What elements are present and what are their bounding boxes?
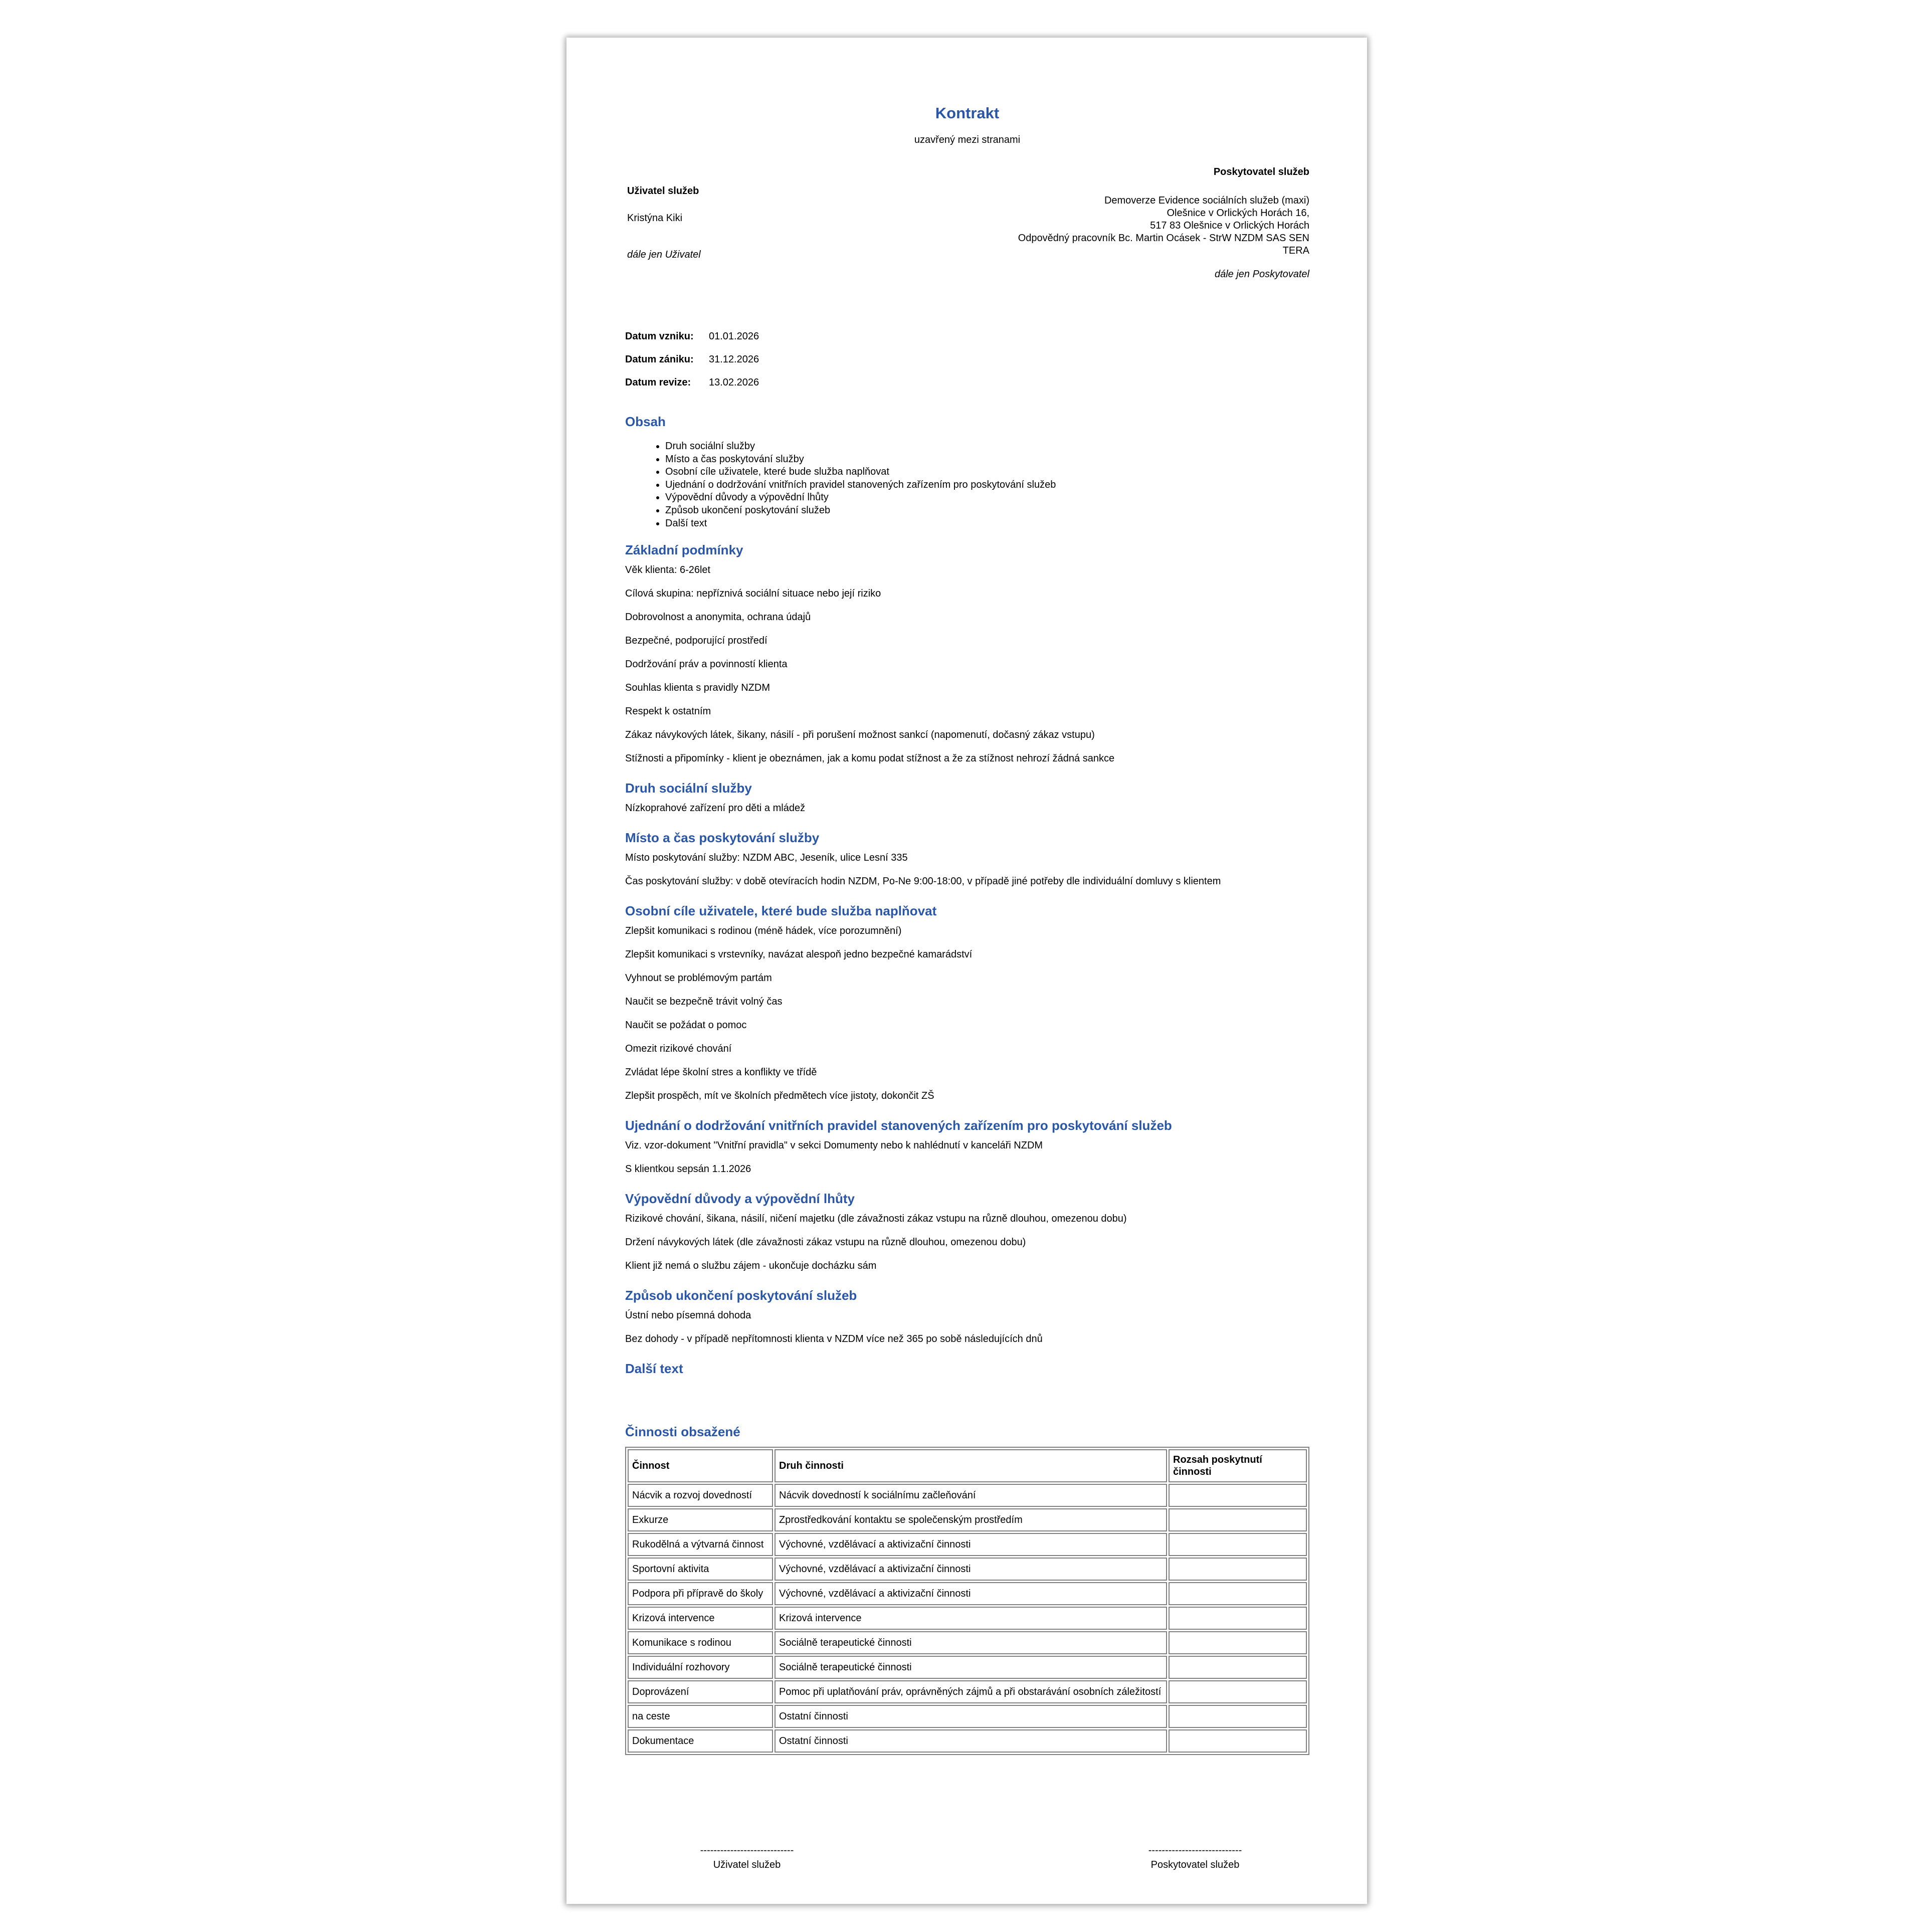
column-header-activity-scope: Rozsah poskytnutí činnosti — [1169, 1449, 1307, 1482]
section-heading: Druh sociální služby — [625, 781, 752, 796]
activities-heading: Činnosti obsažené — [625, 1424, 740, 1439]
column-header-activity-type: Druh činnosti — [775, 1449, 1167, 1482]
provider-alias: dále jen Poskytovatel — [1214, 269, 1309, 280]
table-row — [628, 1582, 1307, 1605]
provider-heading: Poskytovatel služeb — [1213, 166, 1309, 177]
section-paragraph: Bezpečné, podporující prostředí — [625, 635, 767, 646]
section-paragraph: Zlepšit prospěch, mít ve školních předmětech více jistoty, dokončit ZŠ — [625, 1090, 934, 1101]
cell-activity-scope — [1169, 1484, 1307, 1507]
section-paragraph: Souhlas klienta s pravidly NZDM — [625, 682, 770, 693]
section-paragraph: Zlepšit komunikaci s rodinou (méně hádek, více porozumnění) — [625, 925, 902, 936]
section-paragraph: Naučit se bezpečně trávit volný čas — [625, 996, 783, 1007]
table-of-contents — [625, 435, 1309, 537]
table-row — [628, 1558, 1307, 1581]
date-value: 31.12.2026 — [709, 354, 759, 365]
cell-activity-type: Sociálně terapeutické činnosti — [775, 1656, 1167, 1679]
cell-activity-type: Výchovné, vzdělávací a aktivizační činnosti — [775, 1558, 1167, 1581]
table-row — [628, 1680, 1307, 1703]
cell-activity-type: Výchovné, vzdělávací a aktivizační činnosti — [775, 1582, 1167, 1605]
provider-address-line: 517 83 Olešnice v Orlických Horách — [1150, 220, 1309, 231]
section-heading: Osobní cíle uživatele, které bude služba naplňovat — [625, 903, 937, 918]
provider-signature-label: Poskytovatel služeb — [1150, 1859, 1240, 1870]
section-paragraph: Zlepšit komunikaci s vrstevníky, navázat alespoň jedno bezpečné kamarádství — [625, 949, 973, 960]
section-paragraph: Zákaz návykových látek, šikany, násilí - při porušení možnost sankcí (napomenutí, dočasný zákaz vstupu) — [625, 729, 1095, 740]
section-heading: Základní podmínky — [625, 542, 743, 557]
document-title: Kontrakt — [935, 104, 1000, 122]
table-header-row — [628, 1449, 1307, 1482]
cell-activity-scope — [1169, 1631, 1307, 1654]
section-heading: Způsob ukončení poskytování služeb — [625, 1288, 857, 1303]
user-alias: dále jen Uživatel — [627, 249, 701, 260]
table-row — [628, 1607, 1307, 1630]
date-row — [625, 331, 759, 354]
cell-activity-scope — [1169, 1533, 1307, 1556]
section-paragraph: Místo poskytování služby: NZDM ABC, Jeseník, ulice Lesní 335 — [625, 852, 908, 863]
toc-item: • Způsob ukončení poskytování služeb — [665, 504, 1309, 517]
section-paragraph: Bez dohody - v případě nepřítomnosti klienta v NZDM více než 365 po sobě následujících dnů — [625, 1333, 1043, 1344]
table-row — [628, 1729, 1307, 1753]
user-heading: Uživatel služeb — [627, 185, 699, 197]
cell-activity: Krizová intervence — [628, 1607, 773, 1630]
document-subtitle: uzavřený mezi stranami — [914, 134, 1021, 145]
cell-activity: na ceste — [628, 1705, 773, 1728]
provider-address-line: Olešnice v Orlických Horách 16, — [1167, 208, 1309, 219]
section-paragraph: Respekt k ostatním — [625, 706, 711, 717]
section-paragraph: Rizikové chování, šikana, násilí, ničení majetku (dle závažnosti zákaz vstupu na různě dlouhou, omezenou dobu) — [625, 1213, 1127, 1224]
provider-address-line: Odpovědný pracovník Bc. Martin Ocásek - StrW NZDM SAS SEN — [1018, 233, 1309, 244]
cell-activity: Rukodělná a výtvarná činnost — [628, 1533, 773, 1556]
toc-item: • Osobní cíle uživatele, které bude služba naplňovat — [665, 466, 1309, 479]
user-signature-label: Uživatel služeb — [713, 1859, 781, 1870]
section-paragraph: Vyhnout se problémovým partám — [625, 973, 772, 984]
toc-heading: Obsah — [625, 414, 666, 429]
date-value: 13.02.2026 — [709, 377, 759, 388]
cell-activity-type: Výchovné, vzdělávací a aktivizační činnosti — [775, 1533, 1167, 1556]
cell-activity: Doprovázení — [628, 1680, 773, 1703]
section-paragraph: Naučit se požádat o pomoc — [625, 1020, 747, 1031]
cell-activity: Individuální rozhovory — [628, 1656, 773, 1679]
activities-table-wrap — [625, 1447, 1309, 1755]
cell-activity-scope — [1169, 1680, 1307, 1703]
cell-activity: Exkurze — [628, 1508, 773, 1531]
signature-line: ---------------------------- — [700, 1845, 794, 1856]
date-value: 01.01.2026 — [709, 331, 759, 342]
section-heading: Výpovědní důvody a výpovědní lhůty — [625, 1191, 855, 1206]
date-label: Datum zániku: — [625, 354, 694, 365]
sections-container — [625, 537, 1309, 1382]
cell-activity-type: Krizová intervence — [775, 1607, 1167, 1630]
section-paragraph: Držení návykových látek (dle závažnosti zákaz vstupu na různě dlouhou, omezenou dobu) — [625, 1237, 1026, 1248]
section-paragraph: S klientkou sepsán 1.1.2026 — [625, 1164, 751, 1175]
cell-activity-scope — [1169, 1508, 1307, 1531]
toc-item: • Ujednání o dodržování vnitřních pravidel stanovených zařízením pro poskytování služeb — [665, 479, 1309, 492]
table-row — [628, 1631, 1307, 1654]
user-name: Kristýna Kiki — [627, 213, 683, 224]
user-signature — [694, 1845, 800, 1871]
cell-activity-scope — [1169, 1607, 1307, 1630]
table-row — [628, 1508, 1307, 1531]
section-paragraph: Cílová skupina: nepříznivá sociální situace nebo její riziko — [625, 588, 881, 599]
section-heading: Místo a čas poskytování služby — [625, 830, 820, 845]
section-paragraph: Stížnosti a připomínky - klient je obeznámen, jak a komu podat stížnost a že za stížnost nehrozí žádná sankce — [625, 753, 1115, 764]
section-paragraph: Nízkoprahové zařízení pro děti a mládež — [625, 803, 806, 814]
cell-activity: Nácvik a rozvoj dovedností — [628, 1484, 773, 1507]
toc-item: • Další text — [665, 517, 1309, 530]
cell-activity-type: Zprostředkování kontaktu se společenským prostředím — [775, 1508, 1167, 1531]
date-row — [625, 354, 759, 377]
cell-activity: Komunikace s rodinou — [628, 1631, 773, 1654]
section-heading: Další text — [625, 1361, 683, 1376]
section-paragraph: Čas poskytování služby: v době otevíracích hodin NZDM, Po-Ne 9:00-18:00, v případě jiné potřeby dle individuální domluvy s klientem — [625, 876, 1221, 887]
cell-activity-type: Sociálně terapeutické činnosti — [775, 1631, 1167, 1654]
provider-party — [948, 166, 1309, 280]
cell-activity: Podpora při přípravě do školy — [628, 1582, 773, 1605]
cell-activity-type: Nácvik dovedností k sociálnímu začleňování — [775, 1484, 1167, 1507]
table-row — [628, 1705, 1307, 1728]
signature-line: ---------------------------- — [1148, 1845, 1242, 1856]
cell-activity-type: Ostatní činnosti — [775, 1729, 1167, 1753]
toc-item: • Druh sociální služby — [665, 440, 1309, 453]
document-page — [566, 38, 1367, 1904]
section-paragraph: Viz. vzor-dokument "Vnitřní pravidla" v sekci Domumenty nebo k nahlédnutí v kanceláři NZDM — [625, 1140, 1043, 1151]
cell-activity-scope — [1169, 1558, 1307, 1581]
section-heading: Ujednání o dodržování vnitřních pravidel stanovených zařízením pro poskytování služeb — [625, 1118, 1172, 1133]
section-paragraph: Zvládat lépe školní stres a konflikty ve třídě — [625, 1067, 817, 1078]
activities-table-body — [628, 1484, 1307, 1753]
section-paragraph: Dobrovolnost a anonymita, ochrana údajů — [625, 612, 811, 623]
provider-signature — [1140, 1845, 1250, 1871]
provider-address-line: Demoverze Evidence sociálních služeb (maxi) — [1104, 195, 1309, 206]
cell-activity-scope — [1169, 1729, 1307, 1753]
column-header-activity: Činnost — [628, 1449, 773, 1482]
cell-activity: Dokumentace — [628, 1729, 773, 1753]
section-paragraph: Klient již nemá o službu zájem - ukončuje docházku sám — [625, 1260, 877, 1271]
table-row — [628, 1484, 1307, 1507]
document-body — [625, 409, 1309, 1755]
contract-parties — [625, 165, 1309, 331]
cell-activity-scope — [1169, 1705, 1307, 1728]
date-label: Datum vzniku: — [625, 331, 694, 342]
activities-table — [625, 1447, 1309, 1755]
cell-activity-scope — [1169, 1582, 1307, 1605]
cell-activity-type: Pomoc při uplatňování práv, oprávněných zájmů a při obstarávání osobních záležitostí — [775, 1680, 1167, 1703]
date-row — [625, 377, 759, 400]
cell-activity-scope — [1169, 1656, 1307, 1679]
date-label: Datum revize: — [625, 377, 691, 388]
contract-dates — [625, 331, 759, 400]
section-paragraph: Dodržování práv a povinností klienta — [625, 659, 788, 670]
toc-item: • Místo a čas poskytování služby — [665, 453, 1309, 466]
section-paragraph: Ústní nebo písemná dohoda — [625, 1310, 751, 1321]
section-paragraph: Omezit rizikové chování — [625, 1043, 732, 1054]
section-paragraph: Věk klienta: 6-26let — [625, 564, 711, 575]
cell-activity-type: Ostatní činnosti — [775, 1705, 1167, 1728]
user-party — [627, 185, 701, 261]
cell-activity: Sportovní aktivita — [628, 1558, 773, 1581]
table-row — [628, 1533, 1307, 1556]
provider-address-line: TERA — [1282, 245, 1309, 256]
toc-item: • Výpovědní důvody a výpovědní lhůty — [665, 491, 1309, 504]
table-row — [628, 1656, 1307, 1679]
